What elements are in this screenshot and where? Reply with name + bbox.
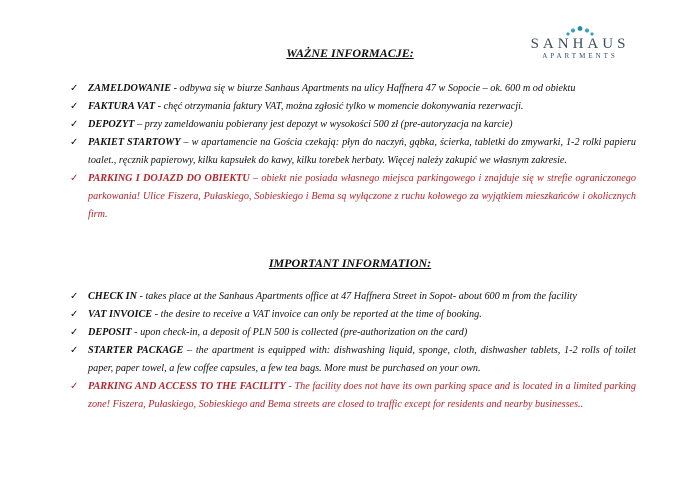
list-item-starter-en (70, 342, 636, 378)
item-text: - takes place at the Sanhaus Apartments office at 47 Haffnera Street in Sopot- about 600 m from the facility (136, 291, 577, 302)
check-icon: ✓ (70, 137, 79, 148)
list-item-vat-pl (70, 98, 636, 116)
logo-brand: SANHAUS (530, 36, 630, 52)
item-label: VAT INVOICE (88, 309, 153, 320)
list-item-starter-pl (70, 134, 636, 170)
list-item-checkin-pl (70, 80, 636, 98)
check-icon: ✓ (70, 327, 79, 338)
item-text: – w apartamencie na Gościa czekają: płyn do naczyń, gąbka, ścierka, tabletki do zmywarki, 1-2 rolki papieru toalet., ręcznik papierowy, kilku kapsułek do kawy, kilku torebek herbaty. Więcej należy zakupić we własnym zakresie. (88, 137, 636, 166)
list-item-vat-en (70, 306, 636, 324)
item-text: – przy zameldowaniu pobierany jest depozyt w wysokości 500 zł (pre-autoryzacja na karcie) (134, 119, 513, 130)
item-text: - chęć otrzymania faktury VAT, można zgłosić tylko w momencie dokonywania rezerwacji. (155, 101, 524, 112)
item-label: PARKING I DOJAZD DO OBIEKTU (88, 173, 250, 184)
list-item-checkin-en (70, 288, 636, 306)
logo-sub: APARTMENTS (542, 52, 618, 60)
polish-title: WAŻNE INFORMACJE: (286, 46, 414, 60)
list-item-deposit-en (70, 324, 636, 342)
item-text: - the desire to receive a VAT invoice can only be reported at the time of booking. (152, 309, 482, 320)
item-label: STARTER PACKAGE (88, 345, 184, 356)
english-info-list (70, 288, 636, 414)
item-label: PARKING AND ACCESS TO THE FACILITY (88, 381, 286, 392)
check-icon: ✓ (70, 345, 79, 356)
english-title: IMPORTANT INFORMATION: (268, 256, 432, 270)
check-icon: ✓ (70, 83, 79, 94)
item-label: CHECK IN (88, 291, 137, 302)
list-item-deposit-pl (70, 116, 636, 134)
item-label: DEPOZYT (88, 119, 135, 130)
item-text: – obiekt nie posiada własnego miejsca parkingowego i znajduje się w strefie ograniczonego parkowania! Ulice Fiszera, Pułaskiego, Sobieskiego i Bema są wyłączone z ruchu kołowego za wyjątkiem mieszkańców i okolicznych firm. (88, 173, 636, 220)
item-label: DEPOSIT (88, 327, 132, 338)
item-text: – the apartment is equipped with: dishwashing liquid, sponge, cloth, dishwasher tablets, 1-2 rolls of toilet paper, paper towel, a few coffee capsules, a few tea bags. More must be purchased on your own. (88, 345, 636, 374)
item-label: FAKTURA VAT (88, 101, 156, 112)
list-item-parking-en (70, 378, 636, 414)
check-icon: ✓ (70, 173, 79, 184)
list-item-parking-pl (70, 170, 636, 224)
item-text: - The facility does not have its own parking space and is located in a limited parking zone! Fiszera, Pułaskiego, Sobieskiego and Bema streets are closed to traffic except for residents and nearby businesses.. (88, 381, 636, 410)
check-icon: ✓ (70, 381, 79, 392)
check-icon: ✓ (70, 101, 79, 112)
item-text: - upon check-in, a deposit of PLN 500 is collected (pre-authorization on the card) (131, 327, 468, 338)
check-icon: ✓ (70, 291, 79, 302)
item-label: ZAMELDOWANIE (88, 83, 172, 94)
item-text: - odbywa się w biurze Sanhaus Apartments na ulicy Haffnera 47 w Sopocie – ok. 600 m od obiektu (171, 83, 576, 94)
check-icon: ✓ (70, 309, 79, 320)
polish-info-list (70, 80, 636, 224)
check-icon: ✓ (70, 119, 79, 130)
item-label: PAKIET STARTOWY (88, 137, 181, 148)
